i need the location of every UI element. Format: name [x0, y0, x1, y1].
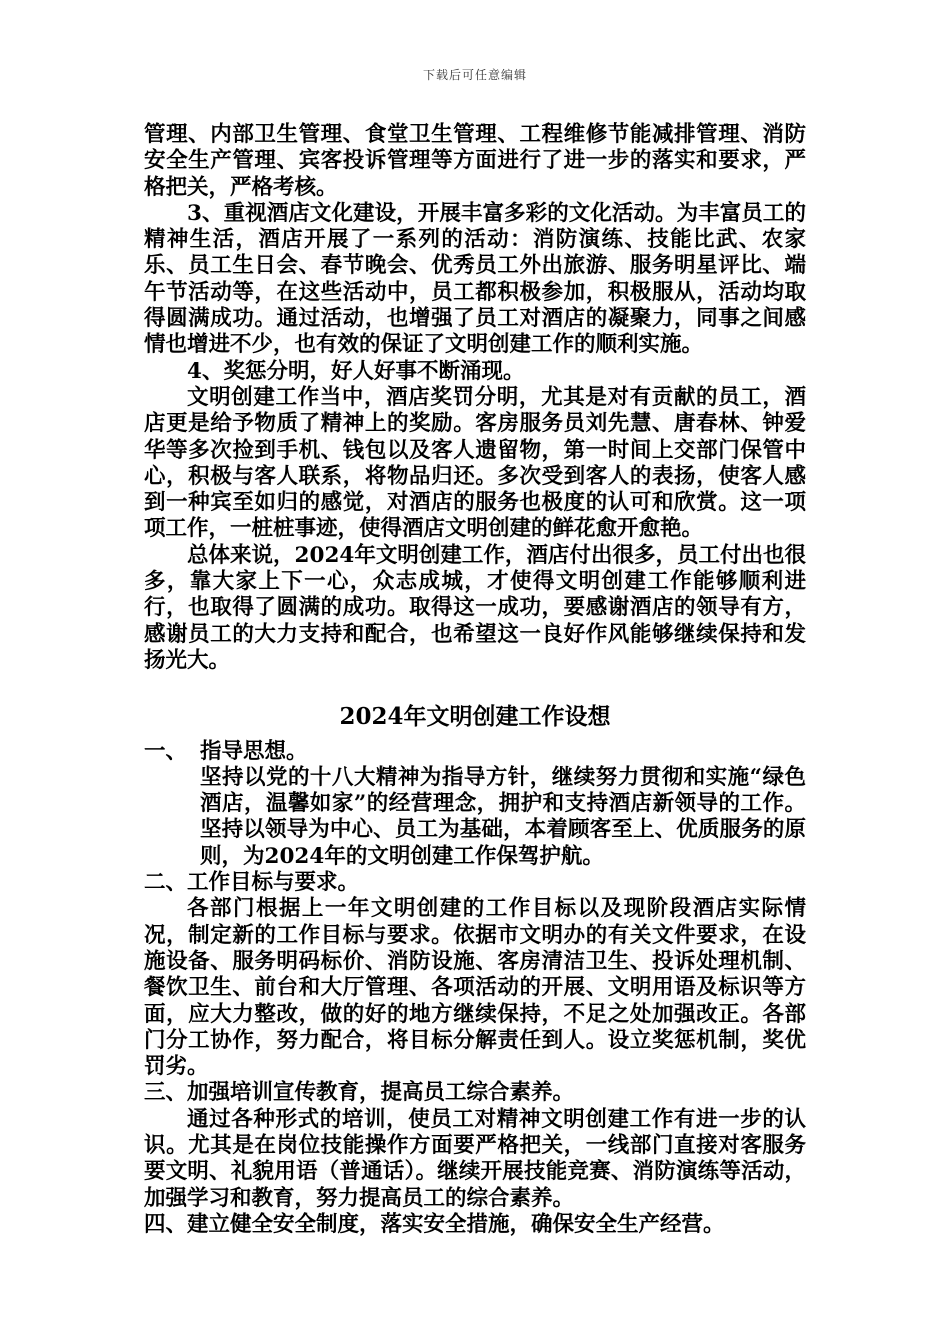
- paragraph: 各部门根据上一年文明创建的工作目标以及现阶段酒店实际情况，制定新的工作目标与要求。依据市文明办的有关文件要求，在设施设备、服务明码标价、消防设施、客房清洁卫生、投诉处理机制、餐饮卫生、前台和大厅管理、各项活动的开展、文明用语及标识等方面，应大力整改，做的好的地方继续保持，不足之处加强改正。各部门分工协作，努力配合，将目标分解责任到人。设立奖惩机制，奖优罚劣。: [144, 896, 806, 1080]
- outline-heading: 四、建立健全安全制度，落实安全措施，确保安全生产经营。: [144, 1211, 725, 1237]
- paragraph: 管理、内部卫生管理、食堂卫生管理、工程维修节能减排管理、消防安全生产管理、宾客投诉管理等方面进行了进一步的落实和要求，严格把关，严格考核。: [144, 122, 806, 200]
- document-body: [144, 122, 806, 1238]
- paragraph: 文明创建工作当中，酒店奖罚分明，尤其是对有贡献的员工，酒店更是给予物质了精神上的奖励。客房服务员刘先慧、唐春林、钟爱华等多次捡到手机、钱包以及客人遗留物，第一时间上交部门保管中心，积极与客人联系，将物品归还。多次受到客人的表扬，使客人感到一种宾至如归的感觉，对酒店的服务也极度的认可和欣赏。这一项项工作，一桩桩事迹，使得酒店文明创建的鲜花愈开愈艳。: [144, 384, 806, 542]
- paragraph: 4、奖惩分明，好人好事不断涌现。: [187, 358, 525, 384]
- section-title: 2024年文明创建工作设想: [339, 703, 611, 731]
- paragraph: 总体来说，2024年文明创建工作，酒店付出很多，员工付出也很多，靠大家上下一心，众志成城，才使得文明创建工作能够顺利进行，也取得了圆满的成功。取得这一成功，要感谢酒店的领导有方，感谢员工的大力支持和配合，也希望这一良好作风能够继续保持和发扬光大。: [144, 542, 806, 673]
- outline-number: 一、: [144, 738, 188, 764]
- paragraph: 3、重视酒店文化建设，开展丰富多彩的文化活动。为丰富员工的精神生活，酒店开展了一系列的活动：消防演练、技能比武、农家乐、员工生日会、春节晚会、优秀员工外出旅游、服务明星评比、端午节活动等，在这些活动中，员工都积极参加，积极服从，活动均取得圆满成功。通过活动，也增强了员工对酒店的凝聚力，同事之间感情也增进不少，也有效的保证了文明创建工作的顺利实施。: [144, 200, 806, 358]
- paragraph: 坚持以党的十八大精神为指导方针，继续努力贯彻和实施“绿色酒店，温馨如家”的经营理念，拥护和支持酒店新领导的工作。坚持以领导为中心、员工为基础，本着顾客至上、优质服务的原则，为2024年的文明创建工作保驾护航。: [200, 764, 806, 869]
- page-header: 下载后可任意编辑: [422, 68, 527, 82]
- outline-heading: 指导思想。: [200, 738, 308, 764]
- paragraph: 通过各种形式的培训，使员工对精神文明创建工作有进一步的认识。尤其是在岗位技能操作方面要严格把关，一线部门直接对客服务要文明、礼貌用语（普通话）。继续开展技能竞赛、消防演练等活动，加强学习和教育，努力提高员工的综合素养。: [144, 1106, 806, 1211]
- outline-heading: 二、工作目标与要求。: [144, 870, 360, 896]
- outline-item-1: [144, 739, 806, 765]
- outline-heading: 三、加强培训宣传教育，提高员工综合素养。: [144, 1080, 575, 1106]
